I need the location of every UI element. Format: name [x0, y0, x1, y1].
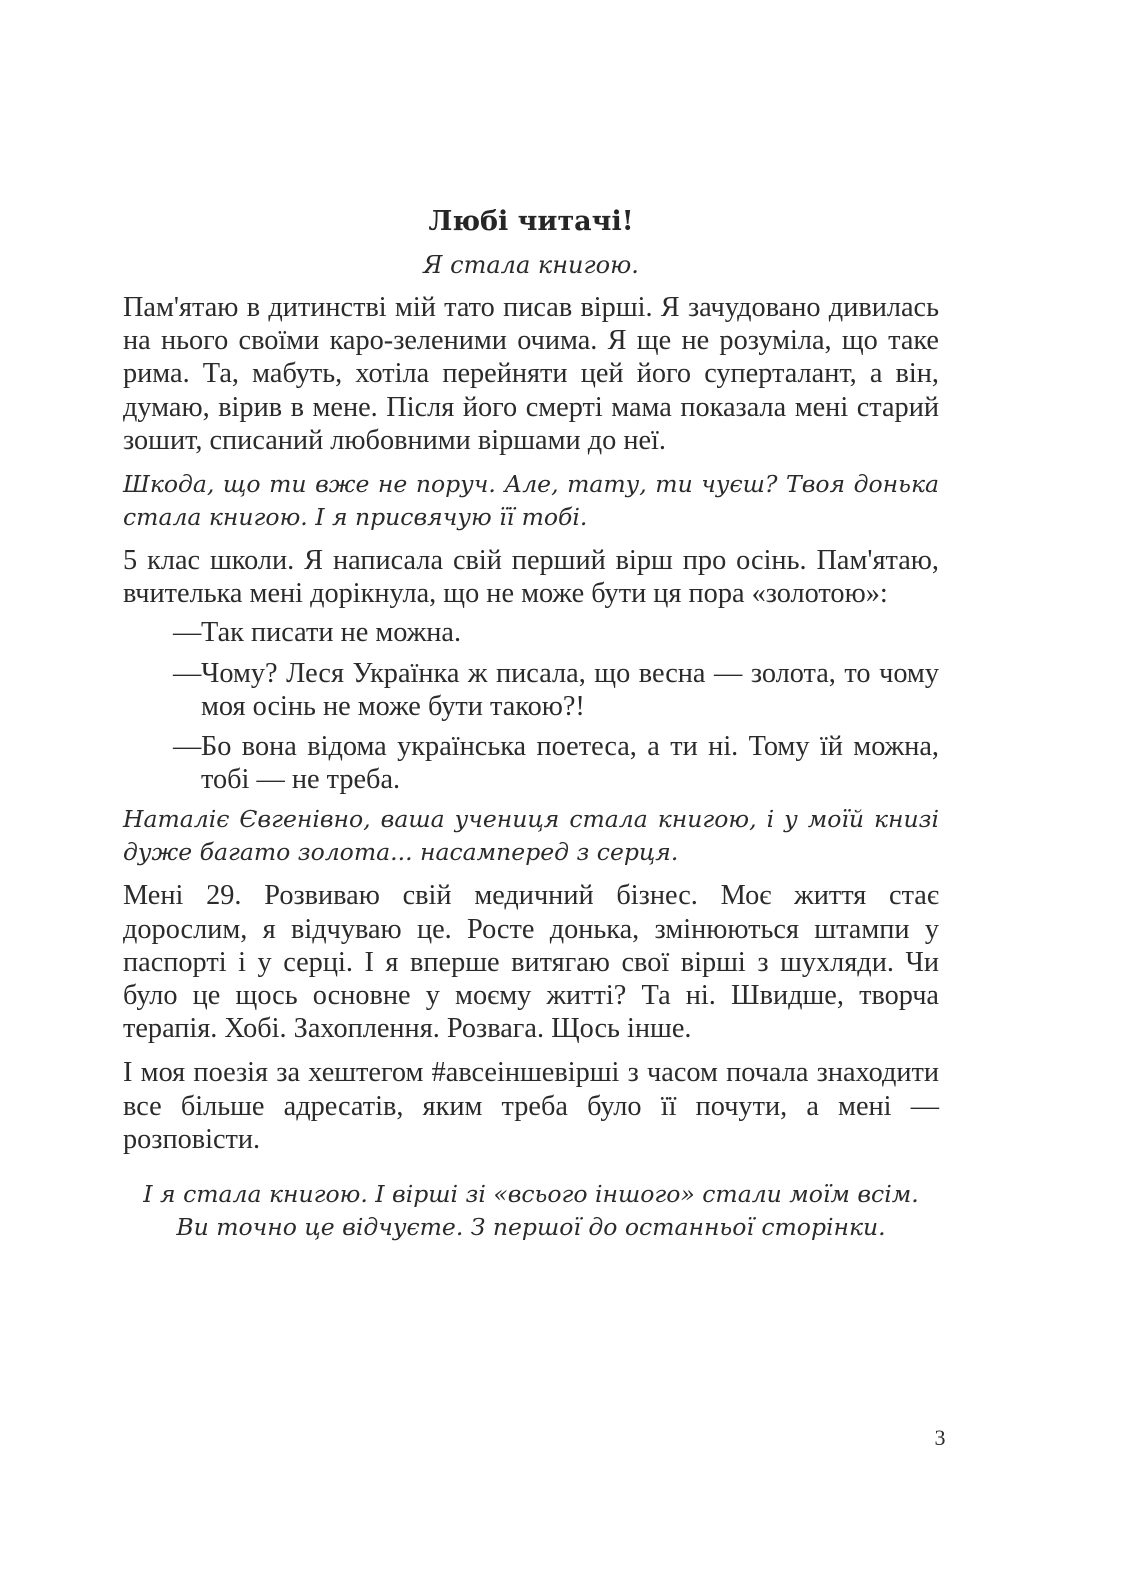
- dialogue-text: Бо вона відома українська поетеса, а ти ні. Тому їй можна, тобі — не треба.: [201, 731, 939, 796]
- paragraph-childhood: Пам'ятаю в дитинстві мій тато писав вірші. Я зачудовано дивилась на нього своїми каро-зеленими очима. Я ще не розуміла, що таке рима. Та, мабуть, хотіла перейняти цей його суперталант, а він, думаю, вірив в мене. Після його смерті мама показала мені старий зошит, списаний любовними віршами до неї.: [123, 292, 939, 456]
- page-title: Любі читачі!: [428, 206, 634, 237]
- dialogue-text: Чому? Леся Українка ж писала, що весна — золота, то чому моя осінь не може бути такою?!: [201, 657, 939, 722]
- dialogue-list: [123, 616, 939, 796]
- closing-statement: І я стала книгою. І вірші зі «всього іншого» стали моїм всім. Ви точно це відчуєте. З першої до останньої сторінки.: [143, 1180, 919, 1241]
- epigraph: Я стала книгою.: [423, 251, 639, 279]
- paragraph-age-29: Мені 29. Розвиваю свій медичний бізнес. Моє життя стає дорослим, я відчуваю це. Росте донька, змінюються штампи у паспорті і у серці. І я вперше витягаю свої вірші з шухляди. Чи було це щось основне у моєму житті? Та ні. Швидше, творча терапія. Хобі. Захоплення. Розвага. Щось інше.: [123, 880, 939, 1045]
- dialogue-text: Так писати не можна.: [201, 617, 462, 649]
- dialogue-dash: —: [173, 731, 202, 763]
- paragraph-school: 5 клас школи. Я написала свій перший вірш про осінь. Пам'ятаю, вчителька мені дорікнула, що не може бути ця пора «золотою»:: [123, 545, 939, 610]
- dialogue-line: [123, 730, 939, 796]
- paragraph-hashtag: І моя поезія за хештегом #авсеіншевірші з часом почала знаходити все більше адресатів, яким треба було її почути, а мені — розповісти.: [123, 1057, 939, 1155]
- page-number: 3: [934, 1425, 946, 1450]
- dialogue-dash: —: [173, 657, 202, 689]
- dialogue-dash: —: [173, 617, 202, 649]
- dialogue-line: [123, 616, 939, 649]
- dialogue-line: [123, 657, 939, 723]
- paragraph-dedication-father: Шкода, що ти вже не поруч. Але, тату, ти чуєш? Твоя донька стала книгою. І я присвячую її тобі.: [123, 470, 939, 531]
- page-content: [123, 205, 939, 1243]
- paragraph-teacher: Наталіє Євгенівно, ваша учениця стала книгою, і у моїй книзі дуже багато золота... насамперед з серця.: [123, 805, 939, 866]
